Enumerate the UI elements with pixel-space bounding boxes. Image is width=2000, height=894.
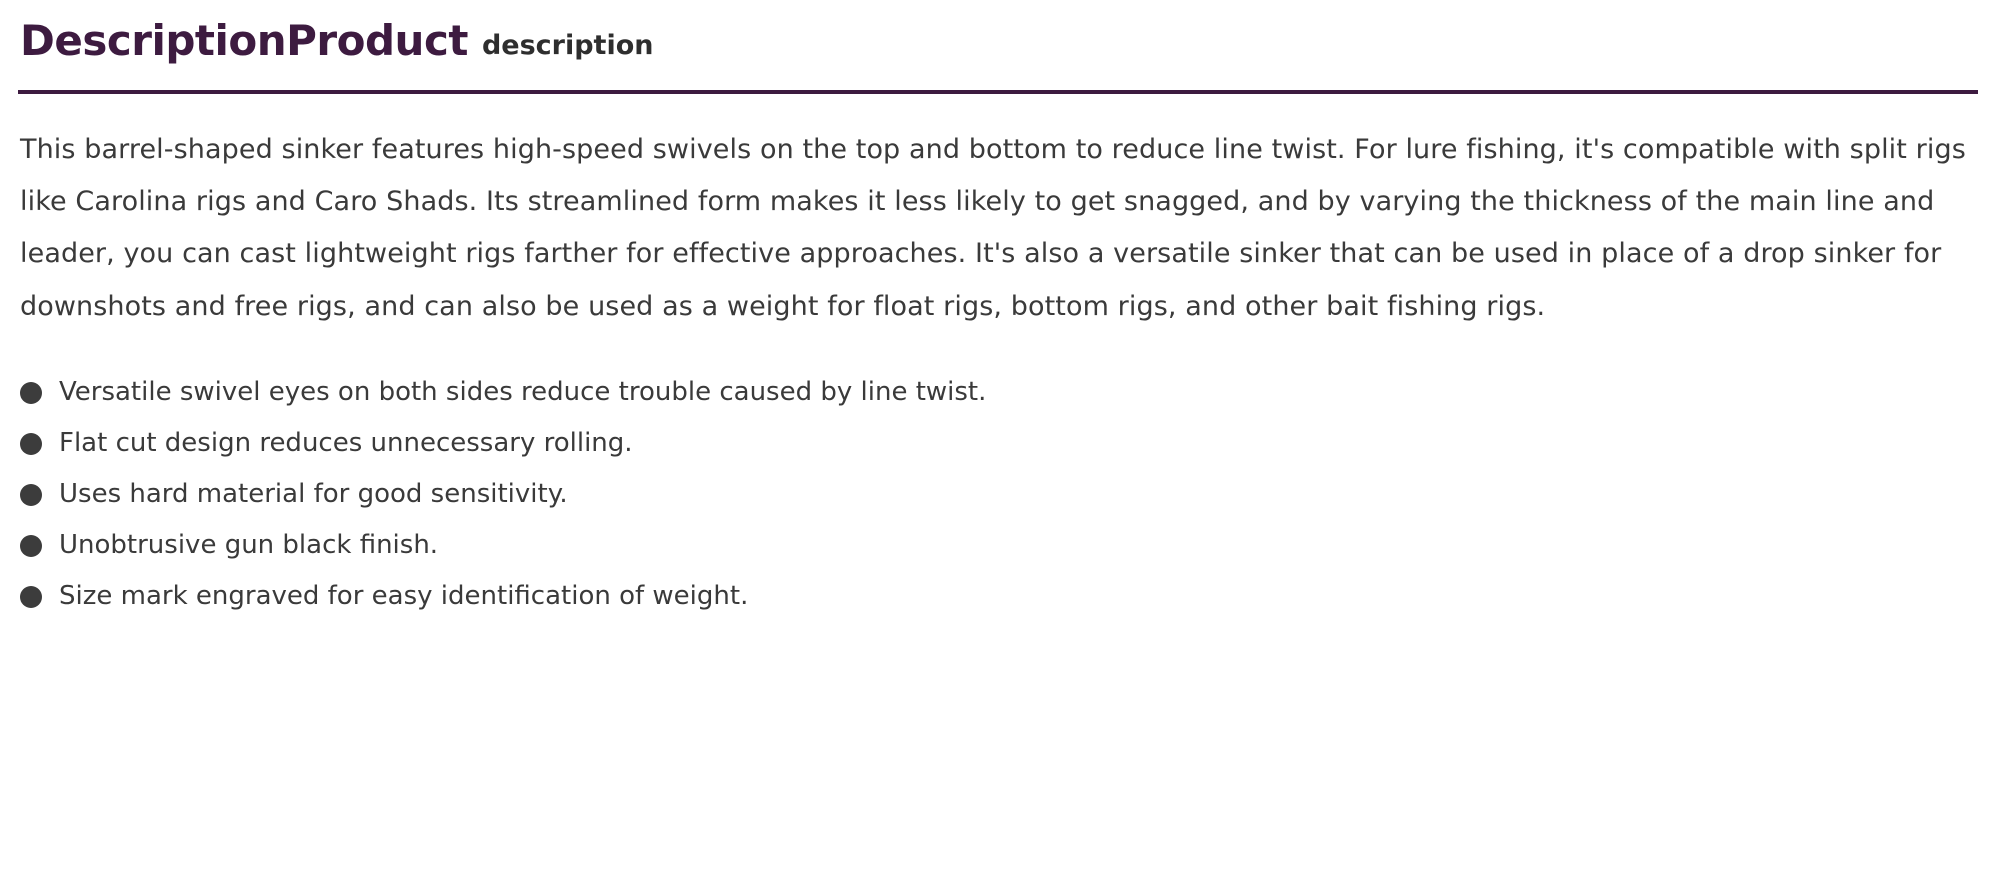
page-title-main: DescriptionProduct — [20, 16, 468, 65]
filled-circle-bullet-icon — [20, 484, 42, 506]
list-item-label: Unobtrusive gun black finish. — [59, 529, 439, 560]
filled-circle-bullet-icon — [20, 586, 42, 608]
list-item-label: Versatile swivel eyes on both sides reduce trouble caused by line twist. — [59, 376, 987, 407]
list-item — [20, 529, 1978, 560]
filled-circle-bullet-icon — [20, 382, 42, 404]
list-item — [20, 376, 1978, 407]
list-item-label: Size mark engraved for easy identification of weight. — [59, 580, 749, 611]
list-item — [20, 580, 1978, 611]
list-item — [20, 478, 1978, 509]
title-divider — [18, 90, 1978, 94]
list-item — [20, 427, 1978, 458]
filled-circle-bullet-icon — [20, 433, 42, 455]
feature-list — [18, 376, 1978, 611]
page-title-sub: description — [481, 30, 654, 61]
list-item-label: Flat cut design reduces unnecessary rolling. — [59, 427, 633, 458]
list-item-label: Uses hard material for good sensitivity. — [59, 478, 568, 509]
page-title — [18, 18, 1978, 64]
description-paragraph: This barrel-shaped sinker features high-speed swivels on the top and bottom to reduce line twist. For lure fishing, it's compatible with split rigs like Carolina rigs and Caro Shads. Its streamlined form makes it less likely to get snagged, and by varying the thickness of the main line and leader, you can cast lightweight rigs farther for effective approaches. It's also a versatile sinker that can be used in place of a drop sinker for downshots and free rigs, and can also be used as a weight for float rigs, bottom rigs, and other bait fishing rigs. — [20, 134, 1966, 322]
filled-circle-bullet-icon — [20, 535, 42, 557]
